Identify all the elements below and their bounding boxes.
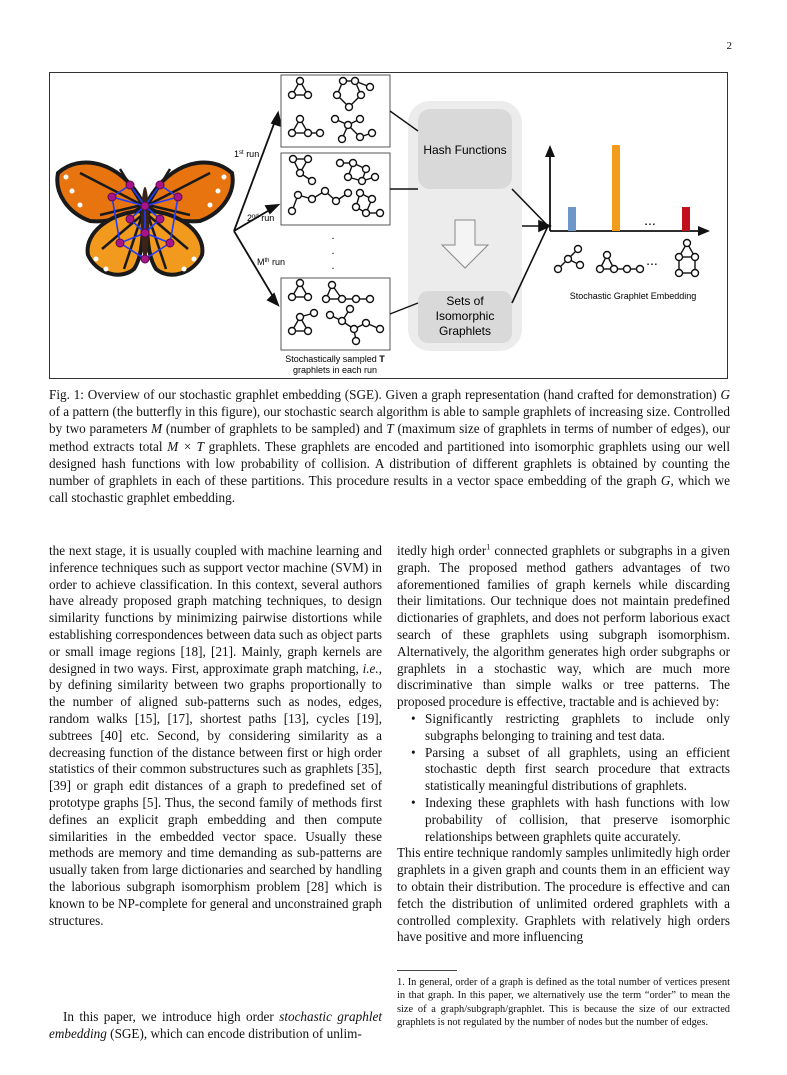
ellipsis: ... [644,212,656,228]
vertical-dots: . [331,245,335,257]
embedding-label: Stochastic Graphlet Embedding [569,291,697,301]
paragraph: itedly high order$^1$ connected graphlets or subgraphs in a given graph. The proposed method gathers advantages of two aforementioned families of graph kernels while discarding their limitations. Our technique does not maintain predefined dictionaries of graphlets, and does not perform laborious exact search of these graphlets using subgraph isomorphism. Alternatively, the algorithm generates high order subgraphs or graphlets in a stochastic way, which are much more discriminative than simple walks or tree patterns. The proposed procedure is effective, tractable and is achieved by: [397,542,730,710]
isomorphic-sets-label: Graphlets [438,324,492,338]
figure-1 [49,72,728,379]
list-item: • Significantly restricting graphlets to include only subgraphs belonging to training and test data. [397,711,730,745]
run-2-graphlets-box [281,153,390,225]
paragraph: the next stage, it is usually coupled with machine learning and inference techniques such as support vector machine (SVM) in order to achieve classification. In this context, several authors have already proposed graph matching techniques, to design similarity functions by minimizing pairwise distortions while establishing correspondences between data such as object parts or small image regions [18], [21]. Mainly, graph kernels are designed in two ways. First, approximate graph matching, i.e., by defining similarity between two graphs proportionally to the number of aligned sub-patterns such as nodes, edges, random walks [15], [17], shortest paths [13], cycles [19], subtrees [40] etc. Second, by considering similarity as a decreasing function of the distance between first or high order statistics of their common substructures such as graphlets [35], [39] or graph edit distances of a graph to predefined set of prototype graphs [5]. Thus, the second family of methods first defines an explicit graph embedding and then compute similarities in the embedded vector space. Usually these methods are memory and time demanding as sub-patterns are usually taken from large dictionaries and searched by handling the laborious subgraph isomorphism problem [28] which is known to be NP-complete for general and unconstrained graph structures. [49,543,382,928]
footnote-divider [397,970,457,971]
paragraph: In this paper, we introduce high order stochastic graphlet embedding (SGE), which can encode distribution of unlim- [49,1009,382,1041]
embedding-histogram [545,145,710,236]
hash-functions-label: Hash Functions [423,143,507,157]
figure-diagram [50,73,729,380]
left-column-bottom [49,1009,382,1043]
vertical-dots: . [331,260,335,272]
ellipsis: ... [646,252,658,268]
figure-caption: Fig. 1: Overview of our stochastic graphlet embedding (SGE). Given a graph representation (hand crafted for demonstration) G of a pattern (the butterfly in this figure), our stochastic search algorithm is able to sample graphlets of increasing size. Controlled by two parameters M (number of graphlets to be sampled) and T (maximum size of graphlets in terms of number of edges), our method extracts total M × T graphlets. These graphlets are encoded and partitioned into isomorphic graphlets using our well designed hash functions with low probability of collision. A distribution of different graphlets is obtained by counting the number of graphlets in each of these partitions. This procedure results in a vector space embedding of the graph G, which we call stochastic graphlet embedding. [49,387,731,506]
run-2-label: 2nd run [247,213,275,223]
histogram-bar-red [682,207,690,231]
right-column [397,543,730,946]
butterfly-graph-illustration [57,162,232,274]
paragraph: This entire technique randomly samples unlimitedly high order graphlets in a given graph and counts them in an efficient way to obtain their distribution. The procedure is effective and can fetch the distribution of unlimited ordered graphlets with a controlled complexity. Graphlets with relatively high orders have positive and more influencing [397,845,730,945]
run-1-label: 1st run [234,149,260,159]
vertical-dots: . [331,230,335,242]
run-arrows [234,113,281,305]
histogram-graphlets [555,240,699,277]
sampled-graphlets-label-line2: graphlets in each run [292,365,378,375]
page-number: 2 [726,40,732,52]
isomorphic-sets-label: Sets of [446,294,484,308]
left-column [49,543,382,929]
run-m-label: Mth run [257,257,286,267]
isomorphic-sets-label: Isomorphic [435,309,495,323]
bullet-list [397,711,730,845]
histogram-bar-orange [612,145,620,231]
histogram-bar-blue [568,207,576,231]
list-item: • Parsing a subset of all graphlets, using an efficient stochastic depth first search procedure that extracts statistically meaningful distributions of graphlets. [397,745,730,795]
list-item: • Indexing these graphlets with hash functions with low probability of collision, that preserve isomorphic relationships between graphlets quite accurately. [397,795,730,845]
sampled-graphlets-label: Stochastically sampled T [285,354,385,364]
footnote: 1. In general, order of a graph is defined as the total number of vertices present in that graph. In this paper, we alternatively use the term “order” to mean the size of a graph/subgraph/graphlet. This is because the size of our extracted graphlets is not regulated by the number of nodes but the number of edges. [397,977,730,1028]
